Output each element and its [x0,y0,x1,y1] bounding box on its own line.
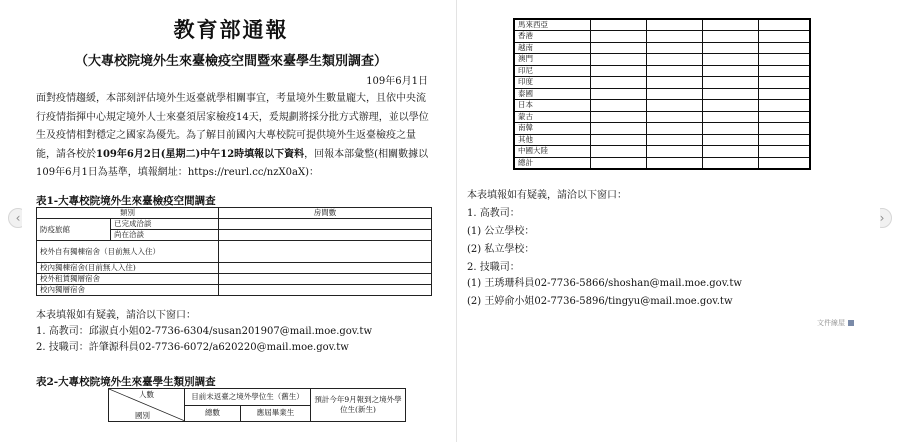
table-row [37,285,432,296]
contact-heading: 2. 技職司： [467,262,520,273]
table-row [514,157,810,169]
table-cell [646,146,702,158]
document-date: 109年6月1日 [366,76,428,87]
table-cell [590,111,646,123]
document-page-left [22,0,440,442]
contact-line: 2. 技職司：許肇源科員02-7736-6072/a620220@mail.moe.gov.tw [36,342,349,353]
subheader-graduates: 應屆畢業生 [241,405,311,422]
contact-line: (1) 公立學校： [467,226,535,237]
contact-intro: 本表填報如有疑義，請洽以下窗口： [467,190,627,201]
table-cell [702,134,758,146]
table-cell [646,42,702,54]
table-row [514,54,810,66]
document-title: 教育部通報 [173,17,289,42]
table-cell [758,31,810,43]
table-cell [758,54,810,66]
table-row [514,65,810,77]
table-cell [219,219,432,230]
table-row [514,42,810,54]
table-cell [646,65,702,77]
diag-bottom-label: 國別 [135,411,150,420]
table-cell [702,19,758,31]
header-current-students: 目前未返臺之境外學位生（舊生） [185,389,311,406]
document-subtitle: （大專校院境外生來臺檢疫空間暨來臺學生類別調查） [74,54,387,69]
table-cell [702,77,758,89]
table-cell [590,19,646,31]
table-cell: 校內獨棟宿舍(目前無人入住) [37,263,219,274]
contact-line: 1. 高教司：邱淑貞小姐02-7736-6304/susan201907@mail.moe.gov.tw [36,326,373,337]
table-cell [702,65,758,77]
table-cell [646,77,702,89]
table-cell [702,100,758,112]
table-cell [646,100,702,112]
menu-icon [848,320,854,326]
table-cell [758,100,810,112]
table-cell [219,241,432,263]
table-row [514,77,810,89]
table-row [37,263,432,274]
table-row [514,88,810,100]
country-name-cell: 南韓 [514,123,590,135]
country-name-cell: 中國大陸 [514,146,590,158]
table-row [514,123,810,135]
table-cell [758,157,810,169]
table-cell [646,123,702,135]
paragraph-text: )： [305,167,319,178]
contact-intro: 本表填報如有疑義，請洽以下窗口： [36,310,196,321]
table-cell [646,134,702,146]
paragraph-text: ，回報本部彙整(相關數據以109年6月1日為基準，填報網址： [36,148,429,178]
table-cell [219,263,432,274]
table-cell [219,285,432,296]
table-cell [590,157,646,169]
table-cell [758,88,810,100]
table-row [514,111,810,123]
table-header-row [109,389,406,406]
table-cell [590,123,646,135]
chevron-left-icon: ‹ [15,211,21,225]
table-cell [702,146,758,158]
table2-title: 表2-大專校院境外生來臺學生類別調查 [36,376,216,388]
table-cell [646,111,702,123]
header-rooms: 房間數 [219,208,432,219]
table-cell [758,123,810,135]
country-table [513,18,811,170]
table-cell [646,157,702,169]
table-row [37,241,432,263]
table-cell [590,54,646,66]
table-cell [702,111,758,123]
country-name-cell: 日本 [514,100,590,112]
country-name-cell: 印尼 [514,65,590,77]
table-row [514,31,810,43]
contact-line: (2) 私立學校： [467,244,535,255]
table-header-row [37,208,432,219]
document-page-right [456,0,880,442]
diagonal-header-cell [109,389,185,422]
contact-line: (1) 王琇珊科員02-7736-5866/shoshan@mail.moe.gov.tw [467,278,742,289]
table-row [514,146,810,158]
document-management-link[interactable] [817,318,854,328]
table-cell [590,77,646,89]
chevron-right-icon: › [879,211,885,225]
table-cell [590,88,646,100]
table-cell [702,123,758,135]
country-name-cell: 印度 [514,77,590,89]
body-paragraph [36,90,434,183]
header-new-students: 預計今年9月報到之境外學位生(新生) [311,389,406,422]
country-name-cell: 越南 [514,42,590,54]
table-cell [702,157,758,169]
table-cell [702,88,758,100]
table-cell [758,111,810,123]
country-name-cell: 香港 [514,31,590,43]
table-row [514,134,810,146]
table-cell [702,54,758,66]
country-name-cell: 泰國 [514,88,590,100]
table-cell [646,19,702,31]
table-cell: 校內獨層宿舍 [37,285,219,296]
table-cell [702,31,758,43]
table-cell: 尚在洽談 [111,230,219,241]
country-name-cell: 總計 [514,157,590,169]
survey-link[interactable]: https://reurl.cc/nzX0aX [187,167,306,178]
table-cell [590,42,646,54]
header-category: 類別 [37,208,219,219]
table-cell [758,42,810,54]
country-name-cell: 蒙古 [514,111,590,123]
document-management-label: 文件線屋 [817,319,845,327]
paragraph-text: 面對疫情趨緩，本部刻評估境外生返臺就學相關事宜，考量境外生數量龐大，且依中央流行疫情指揮中心規定境外人士來臺須居家檢疫14天，爰規劃將採分批方式辦理，並以學位生及疫情相對穩定之國家為優先。為了解目前國內大專校院可提供境外生返臺檢疫之量能，請各校於 [36,93,429,160]
table-cell [646,54,702,66]
table-cell [758,146,810,158]
table-row [37,219,432,230]
student-category-table [108,388,406,422]
country-name-cell: 其他 [514,134,590,146]
table1-title: 表1-大專校院境外生來臺檢疫空間調查 [36,195,216,207]
table-row [514,100,810,112]
subheader-total: 總數 [185,405,241,422]
table-row [514,19,810,31]
table-cell [590,134,646,146]
country-name-cell: 馬來西亞 [514,19,590,31]
diag-top-label: 人數 [139,390,154,399]
quarantine-space-table [36,207,432,296]
table-row [37,274,432,285]
table-cell [590,100,646,112]
table-cell [758,19,810,31]
deadline-text: 109年6月2日(星期二)中午12時填報以下資料 [96,148,305,160]
table-cell [590,146,646,158]
table-cell [758,65,810,77]
contact-line: (2) 王婷俞小姐02-7736-5896/tingyu@mail.moe.gov.tw [467,296,733,307]
table-cell [702,42,758,54]
table-cell: 防疫旅館 [37,219,111,241]
table-cell [590,65,646,77]
table-cell: 校外租賃獨層宿舍 [37,274,219,285]
table-cell [590,31,646,43]
contact-heading: 1. 高教司： [467,208,520,219]
country-name-cell: 澳門 [514,54,590,66]
table-cell [758,134,810,146]
table-cell [646,31,702,43]
table-cell [219,274,432,285]
table-cell [219,230,432,241]
table-cell [646,88,702,100]
table-cell: 已完成洽談 [111,219,219,230]
table-cell [758,77,810,89]
table-cell: 校外自有獨棟宿舍（目前無人入住） [37,241,219,263]
